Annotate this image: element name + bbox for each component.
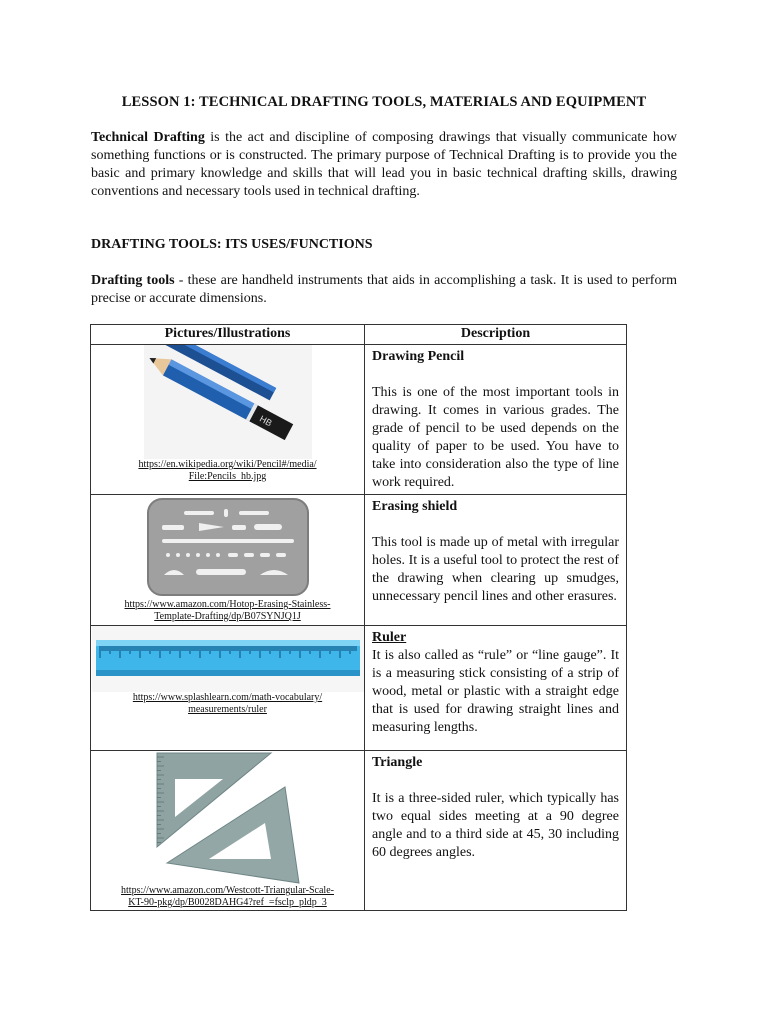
table-row — [91, 626, 627, 751]
triangle-source-url-line1[interactable]: https://www.amazon.com/Westcott-Triangular-Scale- — [121, 885, 334, 896]
picture-cell-pencil — [91, 345, 365, 495]
picture-cell-ruler — [91, 626, 365, 751]
ruler-source-url-line1[interactable]: https://www.splashlearn.com/math-vocabulary/ — [132, 692, 323, 703]
table-row — [91, 345, 627, 495]
erasing-shield-title: Erasing shield — [372, 499, 458, 514]
table-row — [91, 495, 627, 626]
description-cell-ruler — [365, 626, 627, 751]
description-cell-pencil — [365, 345, 627, 495]
tools-intro-text: - these are handheld instruments that aids in accomplishing a task. It is used to perform precise or accurate dimensions. — [91, 273, 678, 306]
description-cell-erasing-shield — [365, 495, 627, 626]
picture-cell-erasing-shield — [91, 495, 365, 626]
intro-paragraph — [91, 129, 677, 201]
erasing-shield-source-url-line1[interactable]: https://www.amazon.com/Hotop-Erasing-Stainless- — [124, 599, 331, 610]
pencil-image — [144, 345, 312, 459]
triangle-title: Triangle — [372, 755, 423, 770]
intro-text: is the act and discipline of composing drawings that visually communicate how something functions or is constructed. The primary purpose of Technical Drafting is to provide you the basic and primary knowledge and skills that will lead you in basic technical drafting skills, drawing conventions and necessary tools used in technical drafting. — [91, 130, 677, 199]
erasing-shield-image — [144, 495, 312, 599]
description-cell-triangle — [365, 751, 627, 911]
erasing-shield-source-url-line2[interactable]: Template-Drafting/dp/B07SYNJQ1J — [154, 611, 301, 622]
lesson-title: LESSON 1: TECHNICAL DRAFTING TOOLS, MATERIALS AND EQUIPMENT — [121, 94, 647, 110]
pencil-grade-label: HB — [257, 413, 274, 429]
intro-term: Technical Drafting — [91, 130, 205, 145]
picture-cell-triangle — [91, 751, 365, 911]
table-header-row — [91, 325, 627, 345]
header-description: Description — [365, 325, 627, 345]
ruler-source-url-line2[interactable]: measurements/ruler — [188, 704, 267, 715]
pencil-source-url-line2[interactable]: File:Pencils_hb.jpg — [188, 471, 267, 482]
triangle-image — [153, 751, 303, 885]
tools-intro-term: Drafting tools — [91, 273, 175, 288]
pencil-description: This is one of the most important tools in drawing. It comes in various grades. The grade of pencil to be used depends on the quality of paper to be used. You have to take into consideration also the type of line work required. — [372, 385, 619, 490]
header-pictures: Pictures/Illustrations — [91, 325, 365, 345]
ruler-title: Ruler — [372, 630, 407, 645]
table-row — [91, 751, 627, 911]
triangle-source-url-line2[interactable]: KT-90-pkg/dp/B0028DAHG4?ref_=fsclp_pldp_3 — [128, 897, 327, 908]
tools-intro-paragraph — [91, 272, 677, 308]
tools-table — [90, 324, 627, 911]
section-heading: DRAFTING TOOLS: ITS USES/FUNCTIONS — [91, 237, 373, 252]
pencil-source-url-line1[interactable]: https://en.wikipedia.org/wiki/Pencil#/media/ — [138, 459, 317, 470]
ruler-image — [92, 626, 364, 692]
triangle-description: It is a three-sided ruler, which typically has two equal sides meeting at a 90 degree angle and to a third side at 45, 30 including 60 degrees angles. — [372, 791, 619, 860]
erasing-shield-description: This tool is made up of metal with irregular holes. It is a useful tool to protect the rest of the drawing when clearing up smudges, unnecessary pencil lines and other erasures. — [372, 535, 619, 604]
ruler-description: It is also called as “rule” or “line gauge”. It is a measuring stick consisting of a strip of wood, metal or plastic with a straight edge that is used for drawing straight lines and measuring lengths. — [372, 648, 619, 735]
pencil-title: Drawing Pencil — [372, 349, 465, 364]
